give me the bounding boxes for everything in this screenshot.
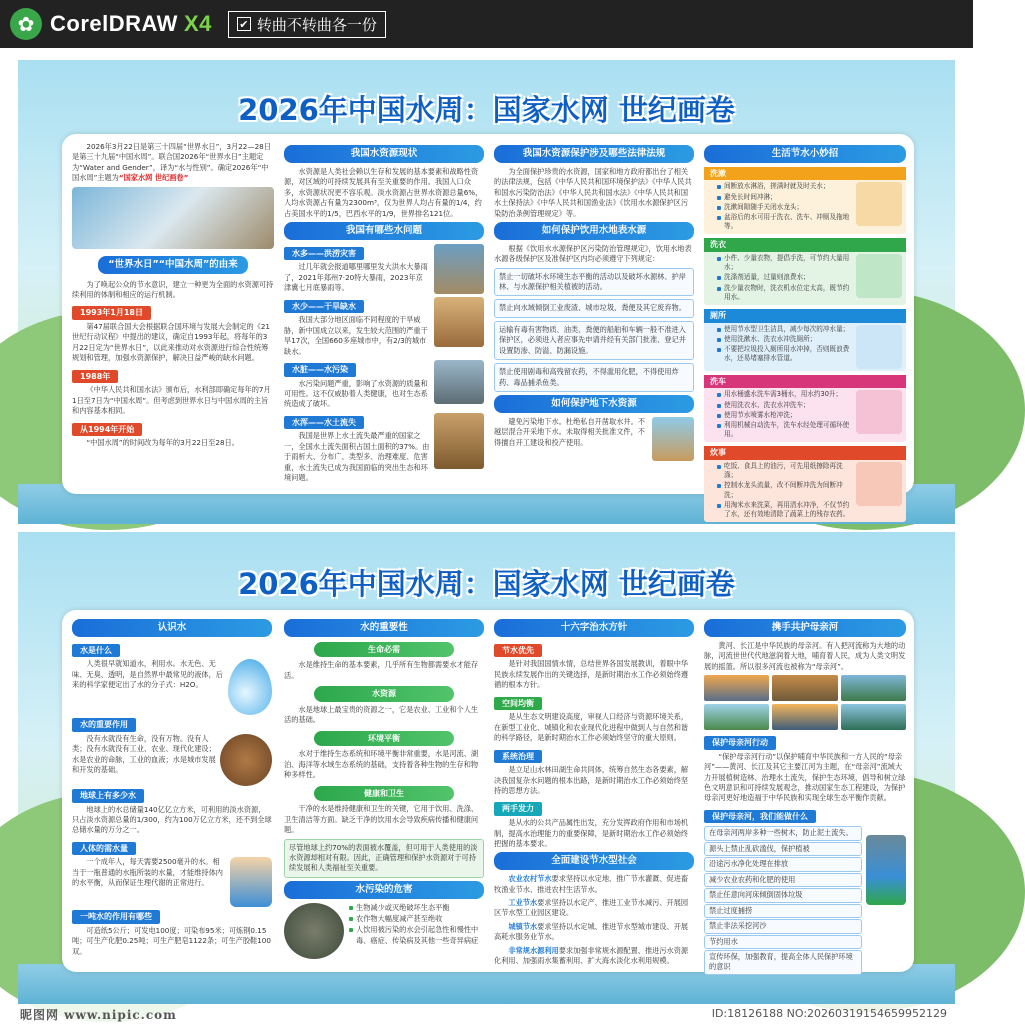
watermark-bar <box>0 1004 973 1024</box>
tip-item: 吃饭、食具上的油污，可先用纸擦除再洗涤； <box>716 462 852 480</box>
law-text: 为全面保护珍贵的水资源，国家和地方政府都出台了相关的法律法规，包括《中华人民共和国环境保护法》《中华人民共和国水污染防治法》《中华人民共和国水法》《中华人民共和国水土保持法》《中华人民共和国渔业法》《饮用水水源保护区污染防治条例管理规定》等。 <box>494 166 692 218</box>
a-body-need: 一个成年人，每天需要2500毫升的水。相当于一瓶普通的水瓶所装的水量，才能维持体内的水平衡，从而保证生理代谢的正常进行。 <box>72 857 223 888</box>
water-wheel-illustration <box>220 734 272 786</box>
corel-balloon-icon: ✿ <box>10 8 42 40</box>
rule-box: 禁止一切破坏水环境生态平衡的活动以及破坏水源林、护岸林、与水源保护相关植被的活动。 <box>494 268 694 297</box>
pollution-title: 水污染的危害 <box>284 881 484 899</box>
problems-title: 我国有哪些水问题 <box>284 222 484 240</box>
tip-item: 使用洗衣水、洗衣水冲洗车； <box>716 401 852 410</box>
intro-text: 2026年3月22日是第三十四届“世界水日”，3月22—28日是第三十九届“中国水周”。联合国2026年“世界水日”主题定为“Water and Gender”，译为“水与性别”。确定2026年“中国水周”主题为“国家水网 世纪画卷” <box>72 142 271 183</box>
problem-tag: 水多——洪涝灾害 <box>284 247 364 261</box>
status-title: 我国水资源现状 <box>284 145 484 163</box>
tip-item: 使用节水型卫生洁具，减少每次的冲水量； <box>716 325 852 334</box>
watermark-id: ID:18126188 NO:20260319154659952129 <box>711 1007 947 1020</box>
a-what-is-water: 人类很早就知道水，利用水。水无色、无味、无臭、透明，是自然界中最常见的液体，后来的科学家便定出了水的分子式：H2O。 <box>72 659 223 690</box>
river-photo <box>841 675 906 701</box>
saving-industry: 工业节水要求坚持以水定产、推进工业节水减污、开展园区节水型工业园区建设。 <box>494 898 689 918</box>
tip-laundry <box>704 238 906 305</box>
watermark-site: 昵图网 www.nipic.com <box>20 1008 177 1022</box>
main-title: 2026年中国水周：国家水网 世纪画卷 <box>238 567 735 601</box>
action-title: 保护母亲河行动 <box>704 736 776 750</box>
pill-life: 生命必需 <box>314 642 454 658</box>
problem-tag: 水少——干旱缺水 <box>284 300 364 314</box>
text-life: 水是维持生命的基本要素，几乎所有生物都需要水才能存活。 <box>284 660 479 680</box>
well-image <box>652 417 694 461</box>
policy-text-4: 是从水的公共产品属性出发，充分发挥政府作用和市场机制，提高水治理能力的重要保障，是新时期治水工作必须始终把握的基本要求。 <box>494 818 689 848</box>
tip-item: 避免长时间冲淋； <box>716 193 852 202</box>
tip-item: 洗涤剂适量，过量则浪费水； <box>716 273 852 282</box>
content-board <box>62 610 914 972</box>
action-list-item: 宣传环保，加强教育，提高全体人民保护环境的意识 <box>704 950 862 975</box>
water-drop-icon <box>228 659 272 715</box>
shower-illustration <box>856 182 902 226</box>
tip-item: 洗少量衣物时，洗衣机水位定太高，既节约用水。 <box>716 284 852 302</box>
saving-city: 城镇节水要求坚持以水定城、推进节水型城市建设、开展高耗水服务业节水。 <box>494 921 689 942</box>
convert-note: ✔ 转曲不转曲各一份 <box>228 11 386 38</box>
erosion-image <box>434 413 484 469</box>
origin-title: “世界水日”“中国水周”的由来 <box>98 256 247 274</box>
action-list-item: 源头上禁止乱砍滥伐，保护植被 <box>704 842 862 856</box>
problem-text: 我国大部分地区面临不同程度的干旱威胁，新中国成立以来，发生较大范围的严重干旱17次，全国660多座城市中，有2/3的城市缺水。 <box>284 315 428 356</box>
drought-image <box>434 297 484 347</box>
a-how-much: 地球上的水总储量140亿亿立方米，可利用的淡水资源，只占淡水资源总量的1/300，约为100万亿立方米，还不到全球总储水量的万分之一。 <box>72 804 272 835</box>
car-wash-illustration <box>856 390 902 434</box>
tip-item: 使用节水喷雾水枪冲洗； <box>716 411 852 420</box>
status-text: 水资源是人类社会赖以生存和发展的基本要素和战略性资源，对区域的可持续发展具有至关重要的作用。我国人口众多，水资源状况更不容乐观。淡水资源占世界水资源总量6%，人均水资源占有量为2300m³，仅为世界人均占有量的1/4，约占美国水平的1/5，巴西水平的1/9，世界排名121位。 <box>284 166 483 218</box>
intro-column <box>72 142 274 487</box>
date-1988: 1988年 <box>72 370 118 384</box>
drink-intro: 根据《饮用水水源保护区污染防治管理规定》，饮用水地表水源各级保护区及准保护区内均必须遵守下列规定： <box>494 243 692 264</box>
tip-item: 洗漱间隙随手关闭水龙头； <box>716 203 852 212</box>
tip-car <box>704 375 906 443</box>
action-list-item: 禁止任意向河床倾倒固体垃圾 <box>704 888 862 902</box>
action-list-item: 减少农业农药和化肥的使用 <box>704 873 862 887</box>
drink-title: 如何保护饮用水地表水源 <box>494 222 694 240</box>
river-photo <box>704 675 769 701</box>
tip-toilet <box>704 309 906 371</box>
rule-box: 运输有毒有害物质、油类、粪便的船舶和车辆一般不准进入保护区，必须进入者应事先申请并经有关部门批准、登记并设置防渗、防溢、防漏设施。 <box>494 321 694 360</box>
text-1994: “中国水周”的时间改为每年的3月22日至28日。 <box>86 438 239 448</box>
mother-title: 携手共护母亲河 <box>704 619 906 637</box>
policy-text-3: 是立足山水林田湖生命共同体，统筹自然生态各要素，解决我国复杂水问题的根本出路，是新时期治水工作必须始终坚持的思想方法。 <box>494 765 689 796</box>
law-column <box>494 142 694 487</box>
main-title: 2026年中国水周：国家水网 世纪画卷 <box>238 93 735 127</box>
policy-title: 十六字治水方针 <box>494 619 694 637</box>
action-list-item: 禁止过度捕捞 <box>704 904 862 918</box>
a-ton-of-water: 可造纸5公斤；可发电100度；可染布95米；可炼钢0.15吨；可生产化肥0.25吨；可生产肥皂1122条；可生产胶鞋100双。 <box>72 926 271 956</box>
text-balance: 水对于维持生态系统和环境平衡非常重要，水是河流、湖泊、海洋等水域生态系统的基础，支持着各种生物的生存和物种多样性。 <box>284 749 479 780</box>
problem-item <box>284 413 484 487</box>
problem-item <box>284 360 484 413</box>
pollution-item: 生物减少或灭绝破坏生态平衡 <box>348 903 484 913</box>
policy-tag-2: 空间均衡 <box>494 697 542 711</box>
text-1993: 第47届联合国大会根据联合国环境与发展大会制定的《21世纪行动议程》中提出的建议，确定自1993年起，将每年的3月22日定为“世界水日”，以此来推动对水资源进行综合性统筹规划和管理，加强水资源保护，解决日益严峻的缺水问题。 <box>72 321 270 363</box>
saving-agri: 农业农村节水要求坚持以水定地、推广节水灌溉、促进畜牧渔业节水、推进农村生活节水。 <box>494 874 689 894</box>
tip-item: 盆浴后的水可用于洗衣、洗车、冲厕及拖地等。 <box>716 213 852 231</box>
tip-item: 使用洗漱水、洗衣水冲洗厕所； <box>716 335 852 344</box>
policy-column <box>494 616 694 966</box>
tip-item: 用淘米水来洗菜，再用清水冲净，不仅节约了水，还有效地清除了蔬菜上的残存农药。 <box>716 501 852 519</box>
tip-wash <box>704 167 906 235</box>
faucet-earth-illustration <box>866 835 906 905</box>
flood-image <box>434 244 484 294</box>
importance-title: 水的重要性 <box>284 619 484 637</box>
action-text: “保护母亲河行动”以保护哺育中华民族和一方人民的“母亲河”——黄河、长江及其它主要江河为主题，在“母亲河”流域大力开展植树造林、治理水土流失，保护生态环境，倡导和树立绿色文明意识和可持续发展观念，推动国家生态工程建设，为保护母亲河更好地造福于中华民族和实现全球生态平衡作贡献。 <box>704 751 906 803</box>
q-how-much: 地球上有多少水 <box>72 789 144 803</box>
pollution-item: 农作物大幅度减产甚至绝收 <box>348 914 484 924</box>
q-body-need: 人体的需水量 <box>72 842 136 856</box>
tips-column <box>704 142 906 519</box>
polluted-river-image <box>284 903 344 959</box>
date-1994: 从1994年开始 <box>72 423 142 437</box>
tip-item: 小件、少量衣物，提倡手洗，可节约大量用水； <box>716 254 852 272</box>
tip-item: 间断放水淋浴，搓满时就及时关水； <box>716 182 852 191</box>
know-water-column <box>72 616 272 966</box>
action-list-item: 在母亲河两岸多种一些树木，防止泥土流失。 <box>704 826 862 840</box>
importance-column <box>284 616 484 966</box>
mother-river-column <box>704 616 906 972</box>
problem-text: 水污染问题严重，影响了水资源的质量和可用性。这不仅威胁着人类健康，也对生态系统造成了破坏。 <box>284 378 428 409</box>
polluted-water-illustration <box>72 187 274 249</box>
river-photo <box>841 704 906 730</box>
tip-car-title: 洗车 <box>704 375 906 389</box>
app-name: CorelDRAW X4 <box>50 11 212 36</box>
pill-balance: 环境平衡 <box>314 731 454 747</box>
tip-toilet-title: 厕所 <box>704 309 906 323</box>
mother-text: 黄河、长江是中华民族的母亲河。有人把河流称为大地的动脉，河流世世代代地滋润着大地，哺育着人民，成为人类文明发展的摇篮。所以很多河流也被称为“母亲河”。 <box>704 640 906 671</box>
tip-cooking <box>704 446 906 522</box>
laundry-illustration <box>856 254 902 298</box>
problem-tag: 水脏——水污染 <box>284 363 356 377</box>
water-saving-society-title: 全面建设节水型社会 <box>494 852 694 870</box>
know-title: 认识水 <box>72 619 272 637</box>
importance-note: 尽管地球上约70%的表面被水覆盖，但可用于人类使用的淡水资源却相对有限。因此，正确管理和保护水资源对于可持续发展和人类福祉至关重要。 <box>284 839 484 878</box>
river-photo <box>772 704 837 730</box>
q-what-is-water: 水是什么 <box>72 644 120 658</box>
poster-panel-1 <box>18 60 955 524</box>
date-1993: 1993年1月18日 <box>72 306 151 320</box>
pill-resource: 水资源 <box>314 686 454 702</box>
policy-tag-1: 节水优先 <box>494 644 542 658</box>
text-1988: 《中华人民共和国水法》颁布后，水利部即确定每年的7月1日至7日为“中国水周”。但考虑到世界水日与中国水周的主旨和内容基本相同。 <box>72 385 271 416</box>
checkmark-icon: ✔ <box>237 17 251 31</box>
text-health: 干净的水是维持健康和卫生的关键，它用于饮用、洗涤、卫生清洁等方面。缺乏干净的饮用水会导致疾病传播和健康问题。 <box>284 804 479 835</box>
tip-item: 利用机械自动洗车，洗车水经处理可循环使用。 <box>716 421 852 439</box>
policy-tag-3: 系统治理 <box>494 750 542 764</box>
tip-wash-title: 洗漱 <box>704 167 906 181</box>
problem-item <box>284 244 484 297</box>
action-list-item: 沿途污水净化处理在排放 <box>704 857 862 871</box>
origin-text: 为了唤起公众的节水意识，建立一种更为全面的水资源可持续利用的体制和相应的运行机制。 <box>72 279 274 299</box>
ground-item <box>494 417 694 461</box>
ground-title: 如何保护地下水资源 <box>494 395 694 413</box>
content-board <box>62 134 914 519</box>
problem-text: 过几年就会报道哪里哪里发大洪水大暴雨了，2021年郑州7·20特大暴雨，2023年京津冀七月底暴雨等。 <box>284 262 428 293</box>
tip-item: 不要把垃圾投入厕所用水冲掉，否则既浪费水，还易堵塞排水管道。 <box>716 345 852 363</box>
ground-text: 避免污染地下水。杜绝私自开凿取水井。不越层混合开采地下水。未取得相关批准文件，不得擅自开工建设和投产使用。 <box>494 416 645 447</box>
saving-nonconventional: 非常规水源利用要求加强非常规水源配置、推进污水资源化利用、加强雨水集蓄利用、扩大海水淡化水利用规模。 <box>494 945 689 966</box>
problem-tag: 水浑——水土流失 <box>284 416 364 430</box>
policy-tag-4: 两手发力 <box>494 802 542 816</box>
rule-box: 禁止向水域倾倒工业废渣、城市垃圾、粪便及其它废弃物。 <box>494 299 694 317</box>
text-resource: 水是地球上最宝贵的资源之一，它是农业、工业和个人生活的基础。 <box>284 704 479 725</box>
policy-text-2: 是从生态文明建设高度，审视人口经济与资源环境关系，在新型工业化、城镇化和农业现代化进程中做到人与自然和谐的科学路径，是新时期治水工作必须始终坚守的重大原则。 <box>494 712 689 743</box>
problem-item <box>284 297 484 360</box>
action-list-item: 禁止非法采挖河沙 <box>704 919 862 933</box>
cooking-illustration <box>856 462 902 506</box>
q-importance: 水的重要作用 <box>72 718 136 732</box>
rule-box: 禁止使用剧毒和高残留农药，不得滥用化肥，不得使用炸药、毒品捕杀鱼类。 <box>494 363 694 392</box>
pollution-item: 人饮用被污染的水会引起急性和慢性中毒、癌症、传染病及其他一些奇异病症 <box>348 925 484 946</box>
poster-panel-2 <box>18 532 955 1004</box>
factory-pollution-image <box>434 360 484 404</box>
tips-title: 生活节水小妙招 <box>704 145 906 163</box>
boy-drinking-illustration <box>230 857 272 907</box>
tip-item: 控制水龙头流量，改不间断冲洗为间断冲洗； <box>716 481 852 499</box>
status-column <box>284 142 484 487</box>
what-we-can-do-title: 保护母亲河，我们能做什么 <box>704 810 816 824</box>
river-photo <box>772 675 837 701</box>
river-photo <box>704 704 769 730</box>
pill-health: 健康和卫生 <box>314 786 454 802</box>
policy-text-1: 是针对我国国情水情，总结世界各国发展教训，着眼中华民族永续发展作出的关键选择，是新时期治水工作必须始终遵循的根本方针。 <box>494 659 689 690</box>
toilet-illustration <box>856 325 902 369</box>
problem-text: 我国是世界上水土流失最严重的国家之一，全国水土流失面积占国土面积的37%。由于雨析大、分布广、类型多、治理难度、危害重，水土流失已成为我国面临的突出生态和环境问题。 <box>284 431 430 483</box>
tip-cooking-title: 炊事 <box>704 446 906 460</box>
tip-laundry-title: 洗衣 <box>704 238 906 252</box>
tip-item: 用水桶盛水洗车需3桶水，用水约30升； <box>716 390 852 399</box>
river-photo-strip <box>704 704 906 730</box>
app-titlebar <box>0 0 973 48</box>
action-list-item: 节约用水 <box>704 935 862 949</box>
law-title: 我国水资源保护涉及哪些法律法规 <box>494 145 694 163</box>
river-photo-strip <box>704 675 906 701</box>
q-ton-of-water: 一吨水的作用有哪些 <box>72 910 160 924</box>
a-importance: 没有水就没有生命，没有万物。没有人类；没有水就没有工业、农业、现代化建设；水是农业的命脉，工业的血液；水是城市发展和开发的基础。 <box>72 733 216 775</box>
